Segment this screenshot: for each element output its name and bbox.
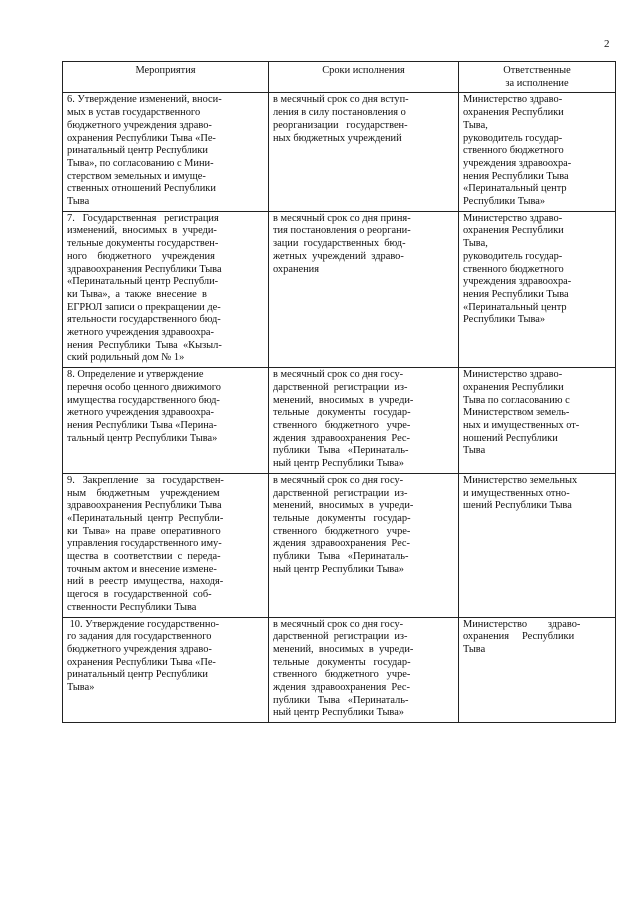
- deadline-cell: в месячный срок со дня приня- тия постановления о реоргани- зации государственных бюд- жетных учреждений здраво- охранения: [269, 211, 459, 367]
- activity-cell: 7. Государственная регистрация изменений, вносимых в учреди- тельные документы государствен- ного бюджетного учреждения здравоохранения Республики Тыва «Перинатальный центр Республи- ки Тыва», а также внесение в ЕГРЮЛ записи о прекращении де- ятельности государственного бюд- жетного учреждения здравоохра- нения Республики Тыва «Кызыл- ский родильный дом № 1»: [63, 211, 269, 367]
- table-row: [63, 93, 616, 211]
- responsible-cell: Министерство здраво- охранения Республики Тыва, руководитель государ- ственного бюджетного учреждения здравоохра- нения Республики Тыва «Перинатальный центр Республики Тыва»: [459, 211, 616, 367]
- responsible-cell: Министерство земельных и имущественных отно- шений Республики Тыва: [459, 473, 616, 617]
- table-row: [63, 211, 616, 367]
- activity-cell: 9. Закрепление за государствен- ным бюджетным учреждением здравоохранения Республики Тыва «Перинатальный центр Республи- ки Тыва» на праве оперативного управления государственного иму- щества в соответствии с переда- точным актом и внесение измене- ний в реестр имущества, находя- щегося в государственной соб- ственности Республики Тыва: [63, 473, 269, 617]
- header-activity: Мероприятия: [63, 62, 269, 93]
- table-header-row: [63, 62, 616, 93]
- header-responsible: Ответственные за исполнение: [459, 62, 616, 93]
- deadline-cell: в месячный срок со дня госу- дарственной регистрации из- менений, вносимых в учреди- тельные документы государ- ственного бюджетного учре- ждения здравоохранения Рес- публики Тыва «Перинаталь- ный центр Республики Тыва»: [269, 617, 459, 723]
- responsible-cell: Министерство здраво- охранения Республики Тыва: [459, 617, 616, 723]
- deadline-cell: в месячный срок со дня вступ- ления в силу постановления о реорганизации государствен- ных бюджетных учреждений: [269, 93, 459, 211]
- table-row: [63, 473, 616, 617]
- table-row: [63, 368, 616, 474]
- responsible-cell: Министерство здраво- охранения Республики Тыва, руководитель государ- ственного бюджетного учреждения здравоохра- нения Республики Тыва «Перинатальный центр Республики Тыва»: [459, 93, 616, 211]
- deadline-cell: в месячный срок со дня госу- дарственной регистрации из- менений, вносимых в учреди- тельные документы государ- ственного бюджетного учре- ждения здравоохранения Рес- публики Тыва «Перинаталь- ный центр Республики Тыва»: [269, 368, 459, 474]
- activity-cell: 10. Утверждение государственно- го задания для государственного бюджетного учреждения здраво- охранения Республики Тыва «Пе- ринатальный центр Республики Тыва»: [63, 617, 269, 723]
- page-number: 2: [604, 38, 610, 50]
- activity-cell: 6. Утверждение изменений, вноси- мых в устав государственного бюджетного учреждения здраво- охранения Республики Тыва «Пе- ринатальный центр Республики Тыва», по согласованию с Мини- стерством земельных и имуще- ственных отношений Республики Тыва: [63, 93, 269, 211]
- measures-table: [62, 61, 616, 723]
- header-deadline: Сроки исполнения: [269, 62, 459, 93]
- deadline-cell: в месячный срок со дня госу- дарственной регистрации из- менений, вносимых в учреди- тельные документы государ- ственного бюджетного учре- ждения здравоохранения Рес- публики Тыва «Перинаталь- ный центр Республики Тыва»: [269, 473, 459, 617]
- activity-cell: 8. Определение и утверждение перечня особо ценного движимого имущества государственного бюд- жетного учреждения здравоохра- нения Республики Тыва «Перина- тальный центр Республики Тыва»: [63, 368, 269, 474]
- responsible-cell: Министерство здраво- охранения Республики Тыва по согласованию с Министерством земель- ных и имущественных от- ношений Республики Тыва: [459, 368, 616, 474]
- table-row: [63, 617, 616, 723]
